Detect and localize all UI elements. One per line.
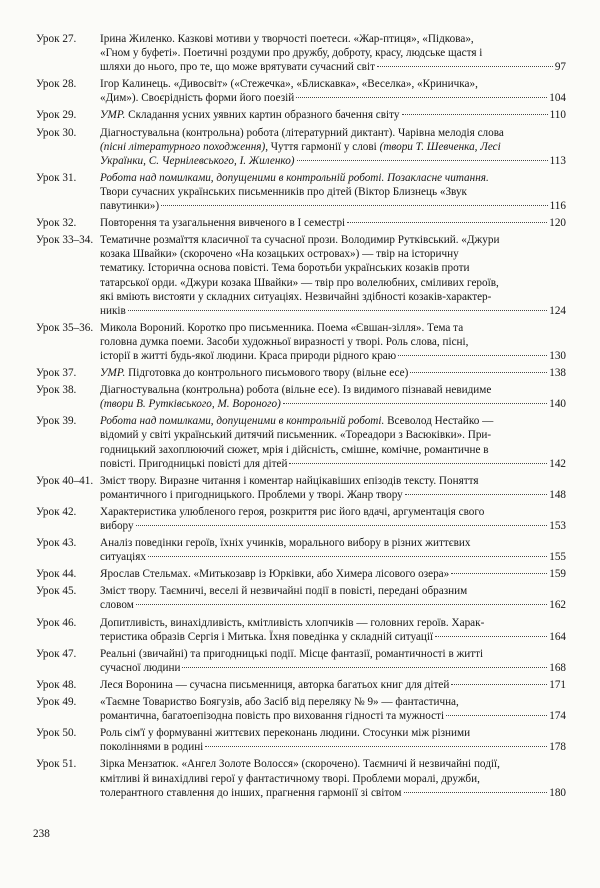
entry-text <box>100 536 566 564</box>
dot-leader <box>398 355 547 356</box>
lesson-label: Урок 30. <box>36 126 77 139</box>
entry-line: Робота над помилками, допущеними в контрольній роботі. Позакласне читання. <box>100 171 489 184</box>
entry-line: Роль сім'ї у формуванні життєвих переконань людини. Стосунки між різними <box>100 727 471 740</box>
text-segment: Всеволод Нестайко — <box>384 415 494 428</box>
toc-entry <box>36 108 566 122</box>
dot-leader <box>435 636 547 637</box>
entry-text <box>100 366 566 380</box>
entry-last-text <box>100 397 281 411</box>
page-ref: 110 <box>549 109 566 122</box>
entry-last-text: сучасної людини <box>100 661 181 674</box>
entry-last-text: Повторення та узагальнення вивченого в І семестрі <box>100 217 346 230</box>
entry-last-line <box>100 154 566 168</box>
lesson-label: Урок 48. <box>36 678 77 691</box>
entry-last-line <box>100 786 566 800</box>
dot-leader <box>205 746 547 747</box>
dot-leader <box>451 684 547 685</box>
entry-line: татарської орди. «Джури козака Швайки» — твір про волелюбних, сміливих героїв, <box>100 276 499 289</box>
entry-last-line <box>100 488 566 502</box>
entry-last-line <box>100 598 566 612</box>
lesson-label: Урок 44. <box>36 568 77 581</box>
page-ref: 138 <box>549 367 566 380</box>
text-segment: (пісні літературного походження) <box>100 140 266 153</box>
lesson-label: Урок 42. <box>36 505 77 518</box>
page-ref: 168 <box>549 661 566 674</box>
entry-last-text: повісті. Пригодницькі повісті для дітей <box>100 457 288 470</box>
toc-entry <box>36 678 566 692</box>
page-ref: 142 <box>549 457 566 470</box>
toc-entry <box>36 474 566 502</box>
entry-last-line <box>100 108 566 122</box>
lesson-label: Урок 45. <box>36 585 77 598</box>
toc-entry <box>36 616 566 644</box>
page-ref: 164 <box>549 630 566 643</box>
dot-leader <box>377 66 553 67</box>
entry-line: Зірка Мензатюк. «Ангел Золоте Волосся» (скорочено). Таємничі й незвичайні події, <box>100 758 500 771</box>
entry-line: годницький захоплюючий сюжет, мрія і дійсність, смішне, комічне, романтичне в <box>100 443 489 456</box>
toc-entry <box>36 366 566 380</box>
lesson-label: Урок 32. <box>36 217 77 230</box>
dot-leader <box>136 525 548 526</box>
toc-entry <box>36 726 566 754</box>
toc-entry <box>36 536 566 564</box>
text-segment: УМР. <box>100 367 126 380</box>
entry-last-text <box>100 108 400 122</box>
page-ref: 153 <box>549 520 566 532</box>
toc-entry <box>36 695 566 723</box>
toc-entry <box>36 126 566 168</box>
entry-text <box>100 216 566 230</box>
entry-last-text: шляхи до нього, про те, що може врятувати сучасний світ <box>100 61 375 74</box>
entry-text <box>100 414 566 470</box>
entry-text <box>100 726 566 754</box>
lesson-label: Урок 51. <box>36 758 77 771</box>
lesson-label: Урок 40–41. <box>36 474 94 487</box>
entry-line: Зміст твору. Виразне читання і коментар найцікавіших епізодів тексту. Поняття <box>100 474 479 487</box>
dot-leader <box>161 205 548 206</box>
dot-leader <box>136 604 547 605</box>
lesson-label: Урок 47. <box>36 647 77 660</box>
entry-last-line <box>100 216 566 230</box>
toc-entry <box>36 584 566 612</box>
entry-last-line <box>100 304 566 318</box>
entry-last-line <box>100 60 566 74</box>
page-ref: 178 <box>549 741 566 754</box>
entry-line: Зміст твору. Таємничі, веселі й незвичайні події в повісті, передані образним <box>100 585 468 598</box>
toc-entry <box>36 505 566 533</box>
entry-text <box>100 616 566 644</box>
lesson-label: Урок 33–34. <box>36 234 94 247</box>
page-ref: 162 <box>549 599 566 612</box>
entry-line: Тематичне розмаїття класичної та сучасної прози. Володимир Рутківський. «Джури <box>100 234 500 247</box>
lesson-label: Урок 50. <box>36 727 77 740</box>
lesson-label: Урок 27. <box>36 33 77 45</box>
entry-last-text: романтичного і пригодницького. Проблеми у творі. Жанр твору <box>100 488 403 501</box>
entry-last-text <box>100 154 295 168</box>
entry-line: тематику. Історична основа повісті. Тема боротьби українських козаків проти <box>100 262 470 275</box>
entry-text <box>100 171 566 213</box>
entry-last-line <box>100 740 566 754</box>
entry-last-text: словом <box>100 599 134 612</box>
entry-text <box>100 321 566 363</box>
entry-last-text: павутинки») <box>100 200 160 213</box>
toc-entry <box>36 757 566 799</box>
page-ref: 180 <box>549 786 566 799</box>
page-ref: 116 <box>549 200 566 213</box>
page-ref: 148 <box>549 488 566 501</box>
entry-line: Діагностувальна (контрольна) робота (літературний диктант). Чарівна мелодія слова <box>100 126 504 139</box>
dot-leader <box>451 573 547 574</box>
text-segment: Українки, С. Чернілевського, І. Жиленко) <box>100 154 295 167</box>
text-segment: Складання усних уявних картин образного бачення світу <box>125 109 400 122</box>
lesson-label: Урок 39. <box>36 415 77 428</box>
lesson-label: Урок 49. <box>36 696 77 709</box>
entry-text <box>100 584 566 612</box>
lesson-label: Урок 35–36. <box>36 321 94 334</box>
entry-last-text: романтична, багатоепізодна повість про виховання гідності та мужності <box>100 710 445 723</box>
lesson-label: Урок 28. <box>36 78 77 91</box>
entry-last-text: вибору <box>100 520 134 532</box>
text-segment: Робота над помилками, допущеними в контрольній роботі. <box>100 415 385 428</box>
entry-last-line <box>100 91 566 105</box>
entry-line: Микола Вороний. Коротко про письменника. Поема «Євшан-зілля». Тема та <box>100 321 464 334</box>
entry-last-line <box>100 366 566 380</box>
entry-last-line <box>100 519 566 533</box>
toc-entry <box>36 77 566 105</box>
entry-line: Допитливість, винахідливість, кмітливість хлопчиків — головних героїв. Харак- <box>100 616 485 629</box>
toc-entry <box>36 414 566 470</box>
entry-last-text <box>100 366 408 380</box>
page-ref: 155 <box>549 551 566 564</box>
dot-leader <box>404 792 548 793</box>
dot-leader <box>402 114 548 115</box>
entry-text <box>100 567 566 581</box>
dot-leader <box>410 372 547 373</box>
entry-text <box>100 647 566 675</box>
entry-last-line <box>100 457 566 471</box>
page-ref: 174 <box>549 710 566 723</box>
toc-entry <box>36 216 566 230</box>
lesson-label: Урок 43. <box>36 537 77 550</box>
toc-entry <box>36 321 566 363</box>
entry-line <box>100 140 566 154</box>
dot-leader <box>182 667 547 668</box>
entry-text <box>100 383 566 411</box>
dot-leader <box>296 97 547 98</box>
dot-leader <box>446 715 547 716</box>
dot-leader <box>405 494 547 495</box>
entry-last-line <box>100 678 566 692</box>
lesson-label: Урок 46. <box>36 616 77 629</box>
lesson-label: Урок 37. <box>36 367 77 380</box>
entry-text <box>100 678 566 692</box>
dot-leader <box>128 310 547 311</box>
entry-last-text: поколіннями в родині <box>100 741 204 754</box>
text-segment: (твори В. Рутківського, М. Вороного) <box>100 398 281 411</box>
dot-leader <box>297 160 548 161</box>
text-segment: (твори Т. Шевченка, Лесі <box>379 140 501 153</box>
entry-line: Твори сучасних українських письменників про дітей (Віктор Близнець «Звук <box>100 185 467 198</box>
entry-line: Ігор Калинець. «Дивосвіт» («Стежечка», «Блискавка», «Веселка», «Криничка», <box>100 78 478 91</box>
entry-last-line <box>100 349 566 363</box>
toc-entry <box>36 171 566 213</box>
entry-text <box>100 233 566 318</box>
entry-last-line <box>100 630 566 644</box>
entry-text <box>100 32 566 74</box>
toc-entry <box>36 233 566 318</box>
text-segment: Підготовка до контрольного письмового твору (вільне есе) <box>125 367 409 380</box>
entry-line: Характеристика улюбленого героя, розкриття рис його вдачі, аргументація свого <box>100 505 485 518</box>
entry-last-line <box>100 397 566 411</box>
entry-last-text: історії в житті будь-якої людини. Краса природи рідного краю <box>100 349 397 362</box>
entry-last-text: Ярослав Стельмах. «Митькозавр із Юрківки, або Химера лісового озера» <box>100 568 450 581</box>
entry-text <box>100 757 566 799</box>
entry-line: «Таємне Товариство Боягузів, або Засіб від переляку № 9» — фантастична, <box>100 696 459 709</box>
toc-entry <box>36 647 566 675</box>
page-ref: 104 <box>549 92 566 105</box>
dot-leader <box>148 556 547 557</box>
entry-line: кмітливі й винахідливі герої у фантастичному творі. Проблеми моралі, дружби, <box>100 772 480 785</box>
entry-last-text: «Дим»). Своєрідність форми його поезій <box>100 92 295 105</box>
entry-text <box>100 108 566 122</box>
dot-leader <box>289 463 547 464</box>
entry-last-line <box>100 661 566 675</box>
dot-leader <box>283 403 547 404</box>
entry-line: Ірина Жиленко. Казкові мотиви у творчості поетеси. «Жар-птиця», «Підкова», <box>100 33 474 45</box>
text-segment: УМР. <box>100 109 126 122</box>
entry-line: Реальні (звичайні) та пригодницькі події. Місце фантазії, романтичності в житті <box>100 647 484 660</box>
dot-leader <box>347 222 547 223</box>
entry-line: головна думка поеми. Засоби художньої виразності у творі. Роль слова, пісні, <box>100 335 469 348</box>
entry-last-line <box>100 567 566 581</box>
entry-text <box>100 474 566 502</box>
page-number: 238 <box>33 828 50 840</box>
entry-text <box>100 505 566 533</box>
entry-line: козака Швайки» (скорочено «На козацьких островах») — твір на історичну <box>100 248 459 261</box>
entry-text <box>100 126 566 168</box>
entry-last-line <box>100 199 566 213</box>
page-ref: 124 <box>549 304 566 317</box>
entry-line: відомий у світі український дитячий письменник. «Тореадори з Васюківки». При- <box>100 429 492 442</box>
page-ref: 140 <box>549 398 566 411</box>
entry-last-text: Леся Воронина — сучасна письменниця, авторка багатьох книг для дітей <box>100 678 450 691</box>
toc-entry <box>36 567 566 581</box>
entry-text <box>100 77 566 105</box>
page-ref: 130 <box>549 349 566 362</box>
entry-last-text: теристика образів Сергія і Митька. Їхня поведінка у складній ситуації <box>100 630 434 643</box>
entry-last-line <box>100 550 566 564</box>
page-ref: 120 <box>549 217 566 230</box>
entry-line: Аналіз поведінки героїв, їхніх учинків, морального вибору в різних життєвих <box>100 537 471 550</box>
entry-line: «Гном у буфеті». Поетичні роздуми про дружбу, доброту, красу, людське щастя і <box>100 47 483 60</box>
page-ref: 159 <box>549 568 566 581</box>
entry-line <box>100 414 566 428</box>
entry-last-text: ників <box>100 304 126 317</box>
entry-line: Діагностувальна (контрольна) робота (вільне есе). Із видимого пізнавай невидиме <box>100 384 492 397</box>
lesson-label: Урок 29. <box>36 109 77 122</box>
page-ref: 113 <box>549 154 566 167</box>
toc-entry <box>36 32 566 74</box>
lesson-label: Урок 31. <box>36 171 77 184</box>
page-ref: 171 <box>549 678 566 691</box>
entry-line: які вміють вистояти у складних ситуаціях. Незвичайні здібності козаків-характер- <box>100 290 492 303</box>
entry-text <box>100 695 566 723</box>
table-of-contents <box>36 32 566 803</box>
page-ref: 97 <box>554 61 566 74</box>
lesson-label: Урок 38. <box>36 384 77 397</box>
toc-entry <box>36 383 566 411</box>
entry-last-text: толерантного ставлення до інших, прагнення гармонії зі світом <box>100 786 402 799</box>
entry-last-text: ситуаціях <box>100 551 146 564</box>
text-segment: , Чуття гармонії у слові <box>265 140 380 153</box>
entry-last-line <box>100 709 566 723</box>
